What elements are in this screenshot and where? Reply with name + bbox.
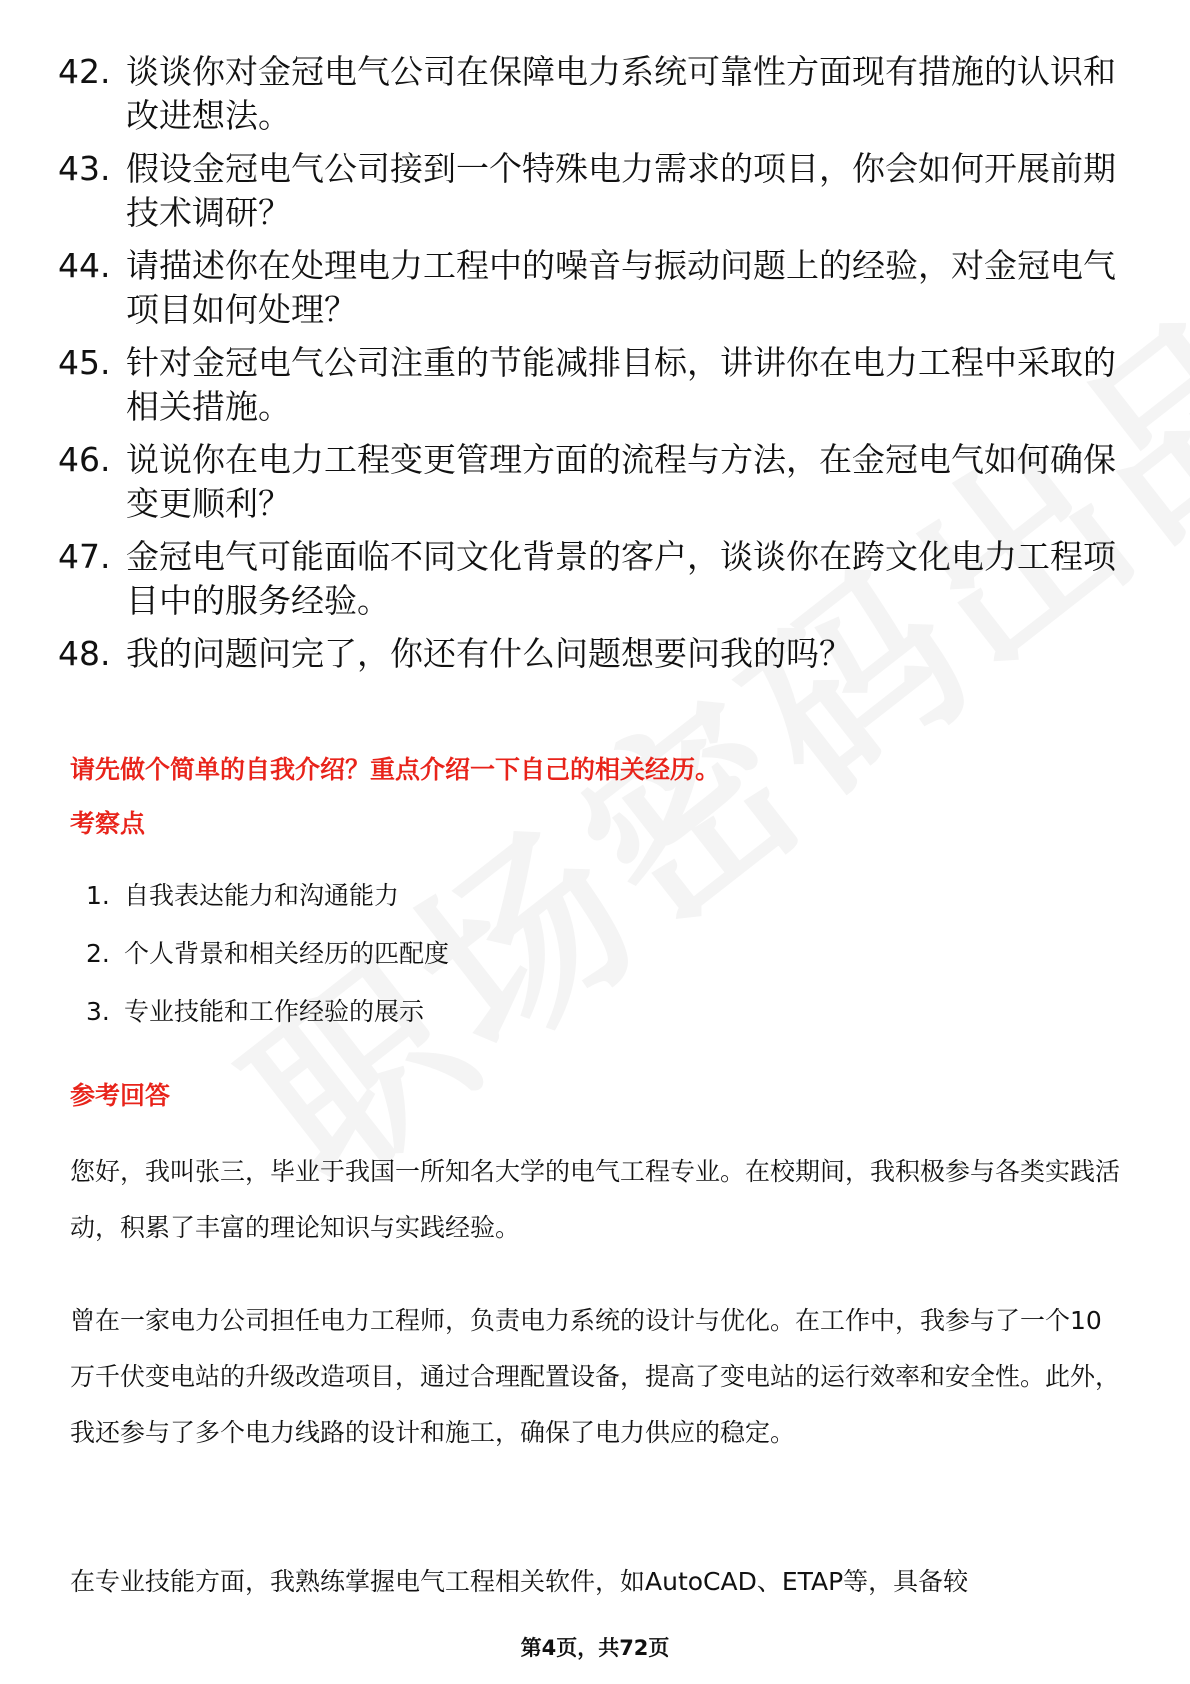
question-number: 46. <box>58 440 111 479</box>
points-list <box>86 878 449 1052</box>
question-number: 48. <box>58 634 111 673</box>
question-text: 假设金冠电气公司接到一个特殊电力需求的项目，你会如何开展前期技术调研？ <box>126 149 1116 232</box>
question-item <box>58 341 1128 429</box>
question-number: 43. <box>58 149 111 188</box>
point-item <box>86 936 449 994</box>
answer-paragraph: 在专业技能方面，我熟练掌握电气工程相关软件，如AutoCAD、ETAP等，具备较 <box>70 1567 969 1596</box>
question-list <box>58 50 1128 685</box>
question-item <box>58 438 1128 526</box>
question-text: 我的问题问完了，你还有什么问题想要问我的吗？ <box>126 634 852 673</box>
points-title: 考察点 <box>70 809 146 838</box>
question-number: 42. <box>58 52 111 91</box>
answer-paragraph: 您好，我叫张三，毕业于我国一所知名大学的电气工程专业。在校期间，我积极参与各类实践活动，积累了丰富的理论知识与实践经验。 <box>70 1157 1121 1242</box>
question-item <box>58 535 1128 623</box>
question-text: 说说你在电力工程变更管理方面的流程与方法，在金冠电气如何确保变更顺利？ <box>126 440 1116 523</box>
answer-paragraph: 曾在一家电力公司担任电力工程师，负责电力系统的设计与优化。在工作中，我参与了一个10万千伏变电站的升级改造项目，通过合理配置设备，提高了变电站的运行效率和安全性。此外，我还参与了多个电力线路的设计和施工，确保了电力供应的稳定。 <box>70 1306 1121 1447</box>
question-number: 44. <box>58 246 111 285</box>
point-number: 2. <box>86 939 110 968</box>
question-number: 45. <box>58 343 111 382</box>
point-text: 自我表达能力和沟通能力 <box>124 881 400 910</box>
page-footer: 第4页，共72页 <box>520 1636 670 1660</box>
question-text: 针对金冠电气公司注重的节能减排目标，讲讲你在电力工程中采取的相关措施。 <box>126 343 1116 426</box>
point-number: 3. <box>86 997 110 1026</box>
question-item <box>58 147 1128 235</box>
highlight-question: 请先做个简单的自我介绍？重点介绍一下自己的相关经历。 <box>70 755 721 784</box>
question-text: 请描述你在处理电力工程中的噪音与振动问题上的经验，对金冠电气项目如何处理？ <box>126 246 1116 329</box>
question-text: 谈谈你对金冠电气公司在保障电力系统可靠性方面现有措施的认识和改进想法。 <box>126 52 1116 135</box>
question-number: 47. <box>58 537 111 576</box>
point-text: 个人背景和相关经历的匹配度 <box>124 939 450 968</box>
answer-title: 参考回答 <box>70 1081 171 1110</box>
point-item <box>86 994 449 1052</box>
question-item <box>58 632 1128 676</box>
question-item <box>58 244 1128 332</box>
point-number: 1. <box>86 881 110 910</box>
point-text: 专业技能和工作经验的展示 <box>124 997 425 1026</box>
point-item <box>86 878 449 936</box>
question-text: 金冠电气可能面临不同文化背景的客户，谈谈你在跨文化电力工程项目中的服务经验。 <box>126 537 1116 620</box>
question-item <box>58 50 1128 138</box>
